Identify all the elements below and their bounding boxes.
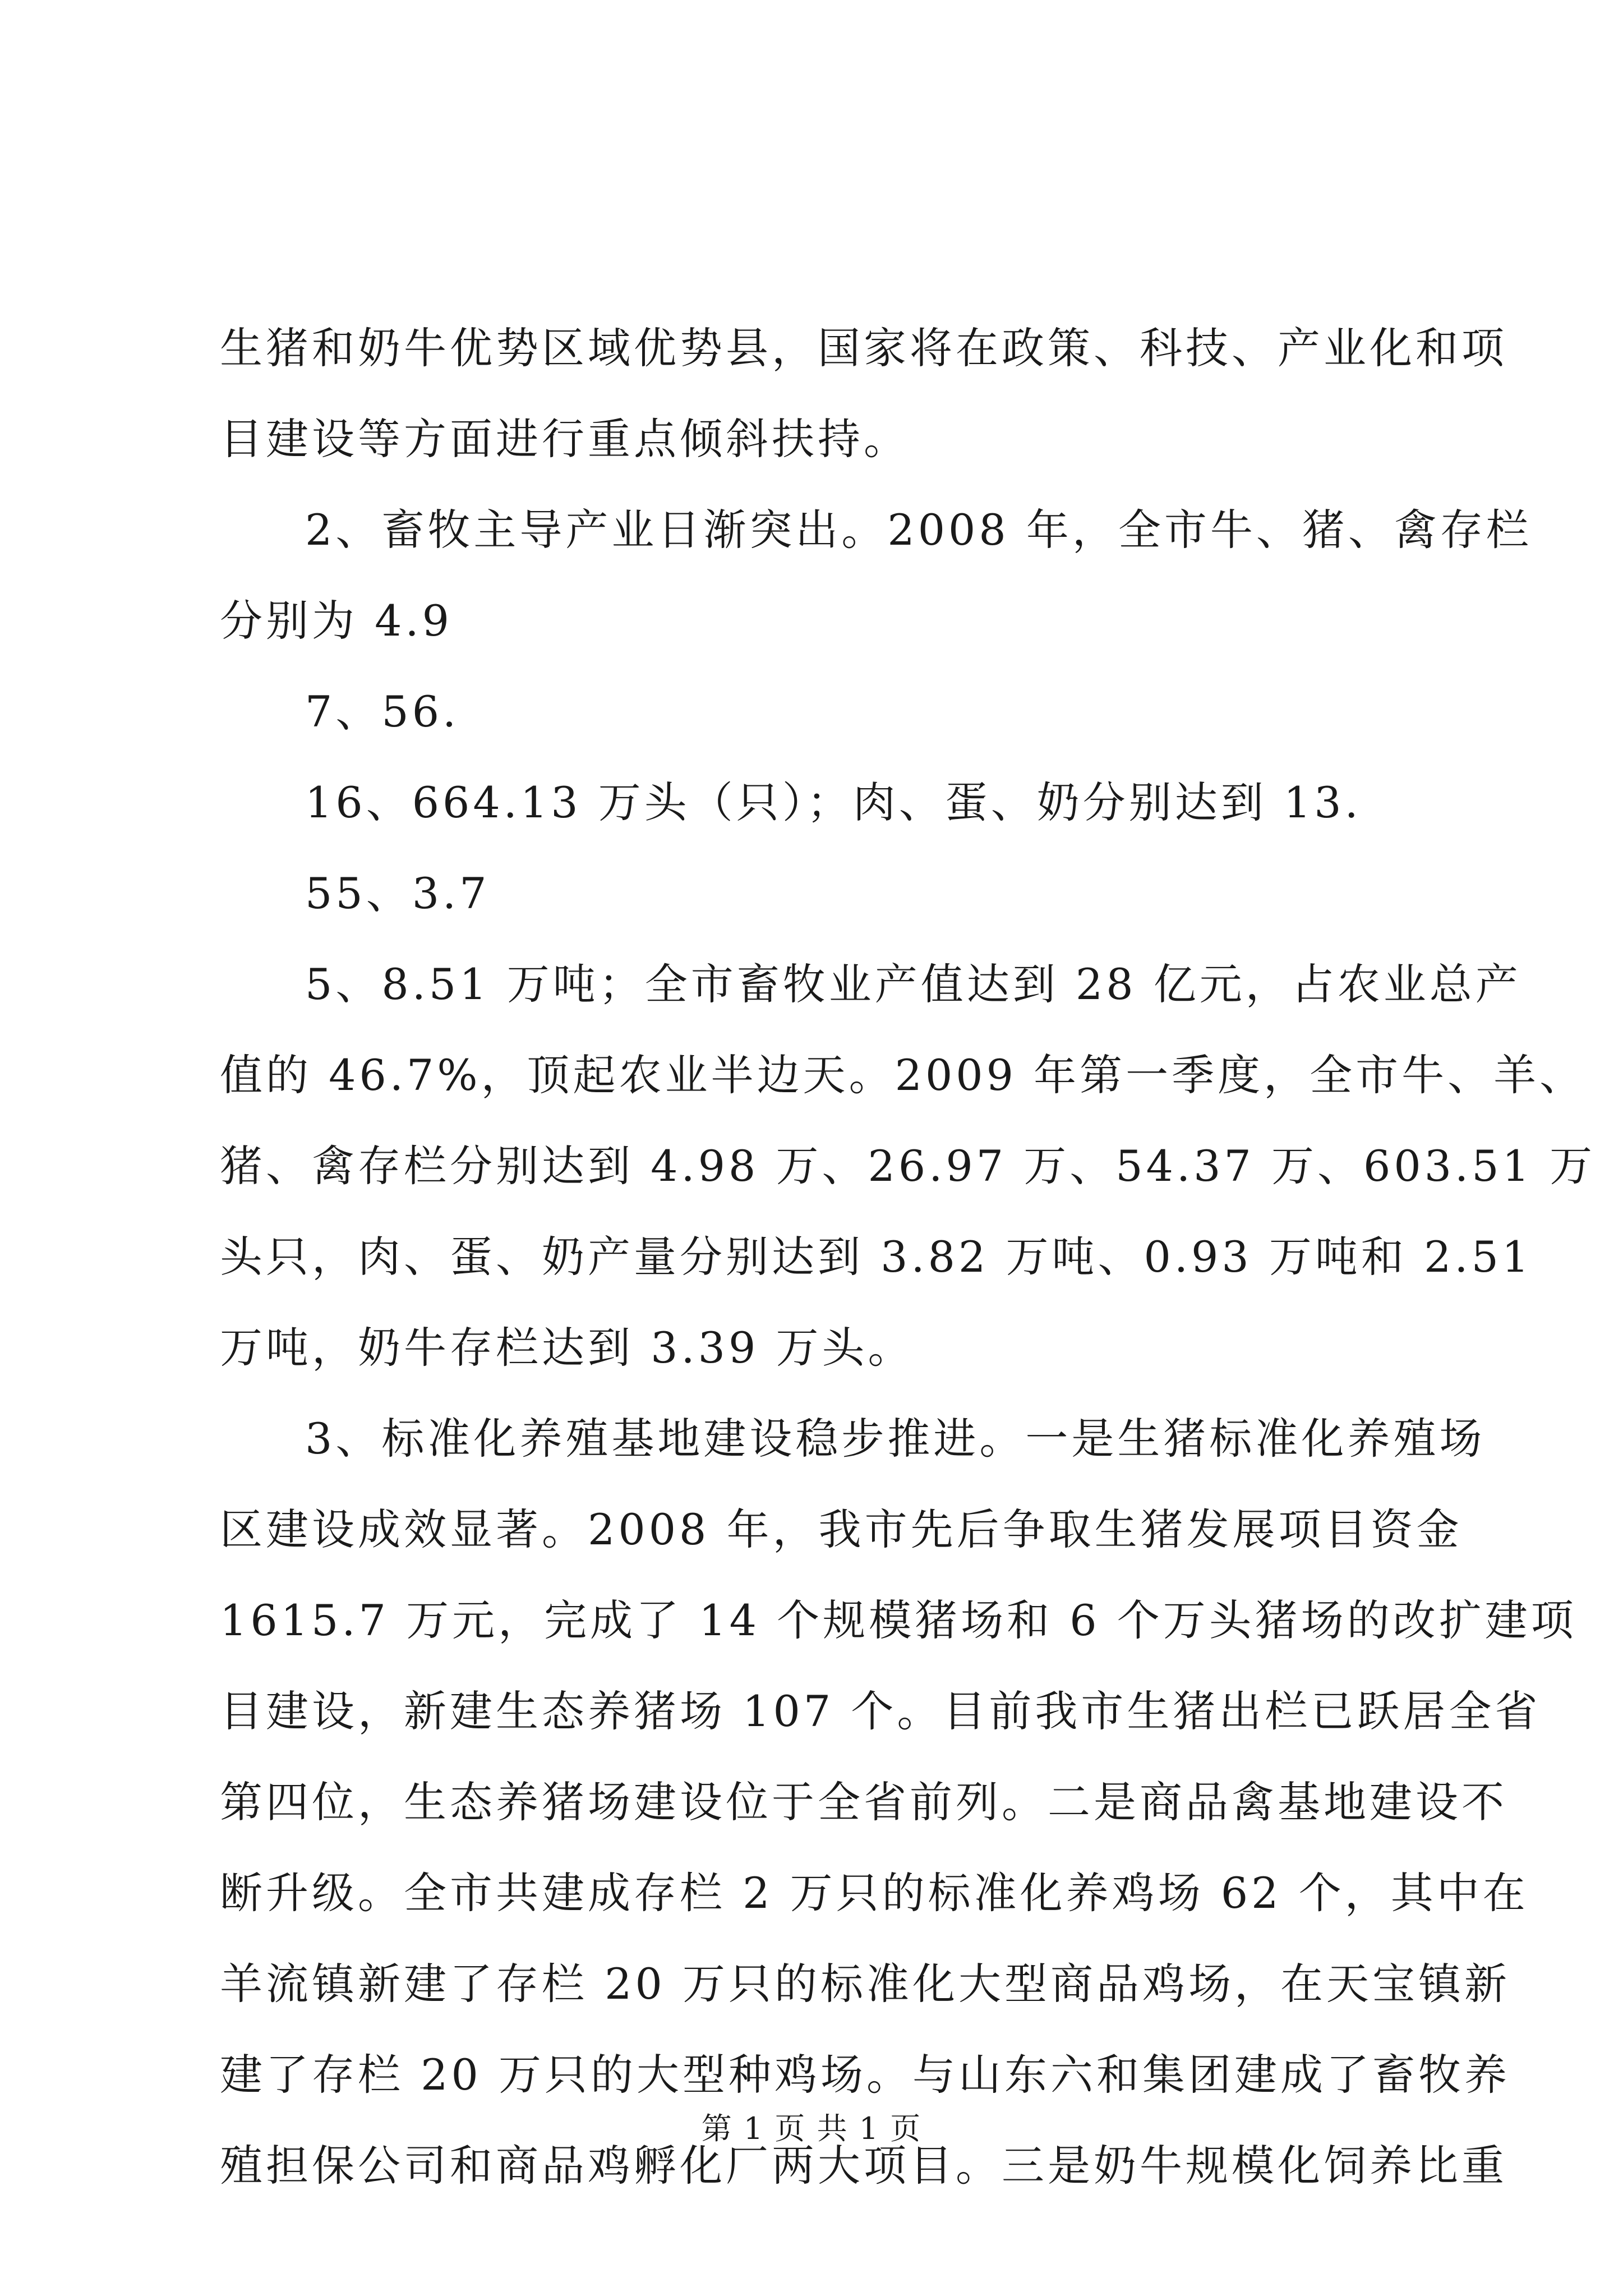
text-line-9: 值的 46.7%，顶起农业半边天。2009 年第一季度，全市牛、羊、 — [220, 1050, 1586, 1100]
text-line-8: 5、8.51 万吨；全市畜牧业产值达到 28 亿元，占农业总产 — [305, 959, 1521, 1009]
text-line-16: 目建设，新建生态养猪场 107 个。目前我市生猪出栏已跃居全省 — [220, 1686, 1541, 1736]
text-line-21: 殖担保公司和商品鸡孵化厂两大项目。三是奶牛规模化饲养比重 — [220, 2141, 1507, 2191]
text-line-14: 区建设成效显著。2008 年，我市先后争取生猪发展项目资金 — [220, 1504, 1463, 1554]
text-line-20: 建了存栏 20 万只的大型种鸡场。与山东六和集团建成了畜牧养 — [220, 2050, 1511, 2100]
text-line-19: 羊流镇新建了存栏 20 万只的标准化大型商品鸡场，在天宝镇新 — [220, 1959, 1511, 2009]
text-line-7: 55、3.7 — [305, 868, 490, 918]
document-body — [220, 303, 1596, 2211]
text-line-1: 生猪和奶牛优势区域优势县，国家将在政策、科技、产业化和项 — [220, 323, 1507, 373]
text-line-5: 7、56. — [305, 687, 460, 737]
text-line-6: 16、664.13 万头（只）；肉、蛋、奶分别达到 13. — [305, 777, 1362, 827]
text-line-18: 断升级。全市共建成存栏 2 万只的标准化养鸡场 62 个，其中在 — [220, 1868, 1529, 1918]
text-line-10: 猪、禽存栏分别达到 4.98 万、26.97 万、54.37 万、603.51 万 — [220, 1141, 1596, 1191]
text-line-15: 1615.7 万元，完成了 14 个规模猪场和 6 个万头猪场的改扩建项 — [220, 1595, 1577, 1645]
text-line-2: 目建设等方面进行重点倾斜扶持。 — [220, 414, 910, 464]
text-line-3: 2、畜牧主导产业日渐突出。2008 年，全市牛、猪、禽存栏 — [305, 505, 1532, 555]
text-line-4: 分别为 4.9 — [220, 596, 453, 646]
text-line-17: 第四位，生态养猪场建设位于全省前列。二是商品禽基地建设不 — [220, 1777, 1507, 1827]
text-line-13: 3、标准化养殖基地建设稳步推进。一是生猪标准化养殖场 — [305, 1414, 1486, 1464]
page-footer: 第 1 页 共 1 页 — [701, 2111, 922, 2146]
text-line-12: 万吨，奶牛存栏达到 3.39 万头。 — [220, 1323, 914, 1373]
text-line-11: 头只，肉、蛋、奶产量分别达到 3.82 万吨、0.93 万吨和 2.51 — [220, 1232, 1533, 1282]
